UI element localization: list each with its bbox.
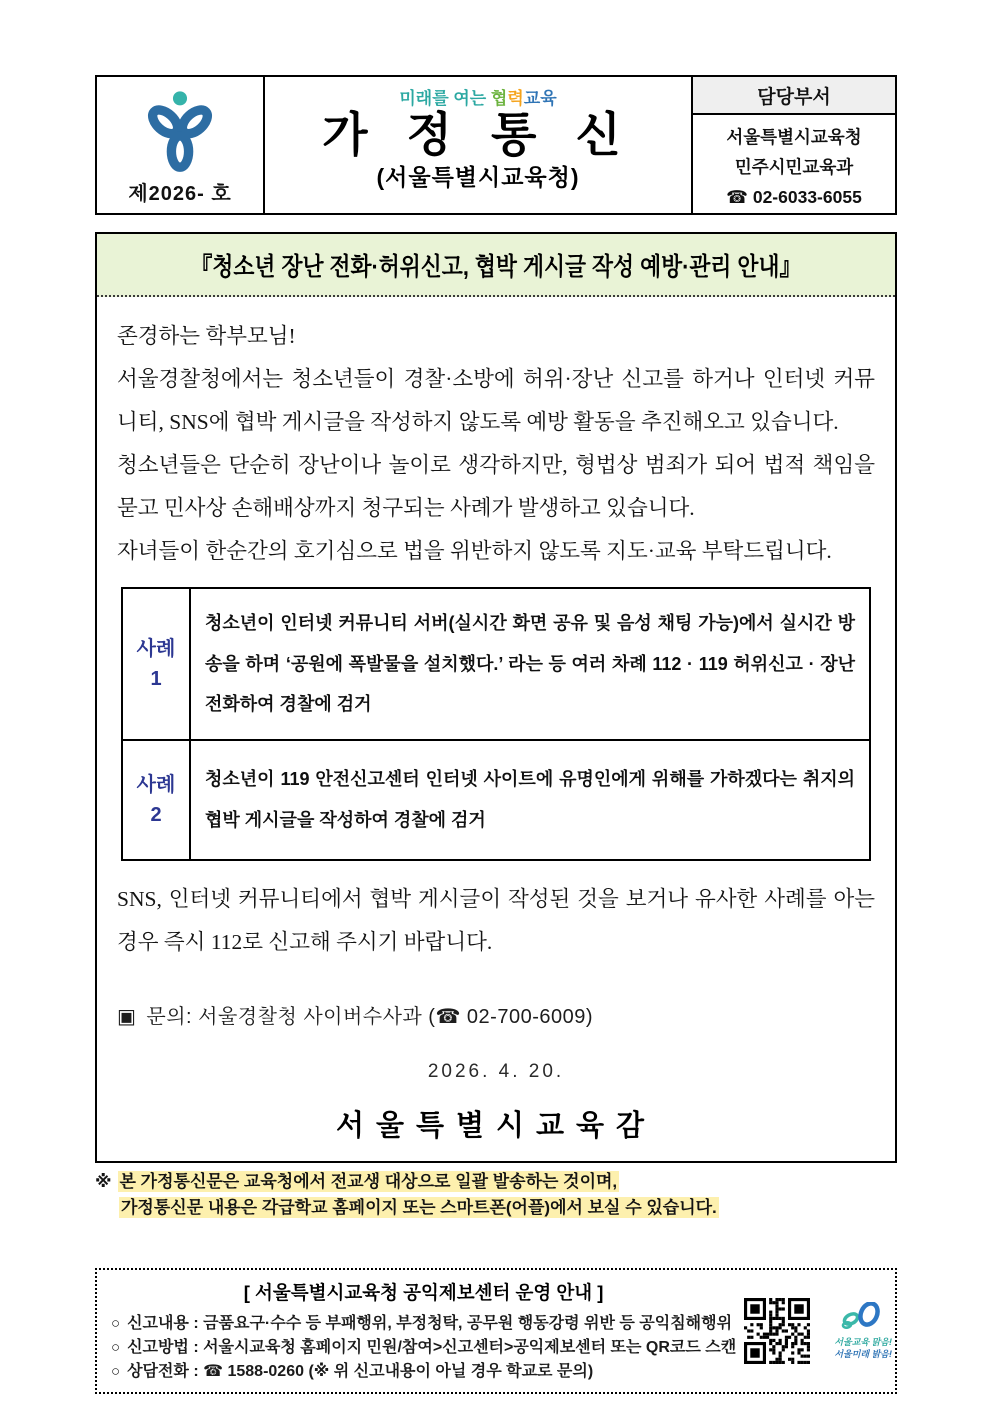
header <box>95 75 897 215</box>
footnote <box>95 1170 897 1220</box>
page-title: 가 정 통 신 <box>322 108 634 161</box>
page-subtitle: (서울특별시교육청) <box>376 163 580 190</box>
footnote-line2: 가정통신문 내용은 각급학교 홈페이지 또는 스마트폰(어플)에서 보실 수 있습니다. <box>121 1197 717 1217</box>
contact-text: 문의: 서울경찰청 사이버수사과 (☎ 02-700-6009) <box>146 1005 594 1028</box>
case-1-label-text: 사례 <box>136 637 176 660</box>
contact-line <box>117 1000 875 1029</box>
notice-title: 『청소년 장난 전화·허위신고, 협박 게시글 작성 예방·관리 안내』 <box>190 253 802 281</box>
case-2-label-text: 사례 <box>136 773 176 796</box>
case-2-number: 2 <box>150 803 162 826</box>
department-line1: 서울특별시교육청 <box>726 127 862 147</box>
case-row-1 <box>123 589 869 739</box>
qr-code-image <box>744 1298 810 1364</box>
content-box <box>95 232 897 1163</box>
case-2-text: 청소년이 119 안전신고센터 인터넷 사이트에 유명인에게 위해를 가하겠다는 취지의 협박 게시글을 작성하여 경찰에 검거 <box>205 769 855 830</box>
slogan-part3: 력 <box>507 89 524 108</box>
report-item-2: ○ 신고방법 : 서울시교육청 홈페이지 민원/참여>신고센터>공익제보센터 또는 QR코드 스캔 <box>111 1338 737 1356</box>
body-paragraph-1: 존경하는 학부모님! <box>117 324 296 348</box>
slogan-part4: 교육 <box>523 89 557 108</box>
butterfly-icon <box>837 1302 889 1332</box>
document-number: 제2026- 호 <box>128 183 232 205</box>
seoul-education-logo-icon <box>137 89 223 175</box>
date: 2026. 4. 20. <box>427 1060 565 1082</box>
department-line2: 민주시민교육과 <box>734 157 854 178</box>
body-paragraph-3: 청소년들은 단순히 장난이나 놀이로 생각하지만, 형법상 범죄가 되어 법적 책임을 묻고 민사상 손해배상까지 청구되는 사례가 발생하고 있습니다. <box>117 453 875 520</box>
qr-code-svg <box>744 1298 810 1364</box>
header-title-cell <box>265 77 691 213</box>
case-2-label <box>123 741 191 859</box>
report-item-1: ○ 신고내용 : 금품요구·수수 등 부패행위, 부정청탁, 공무원 행동강령 위반 등 공익침해행위 <box>111 1314 733 1332</box>
header-logo-cell <box>97 77 265 213</box>
case-1-number: 1 <box>150 667 162 690</box>
signature: 서울특별시교육감 <box>335 1109 657 1142</box>
case-1-text: 청소년이 인터넷 커뮤니티 서버(실시간 화면 공유 및 음성 채팅 가능)에서 실시간 방송을 하며 ‘공원에 폭발물을 설치했다.’ 라는 등 여러 차례 112 · 119 허위신고 · 장난 전화하여 경찰에 검거 <box>205 613 855 714</box>
slogan-part2: 협 <box>490 89 508 108</box>
report-center-box <box>95 1268 897 1394</box>
notice-title-banner <box>97 234 895 297</box>
department-phone: ☎ 02-6033-6055 <box>726 187 862 208</box>
closing-paragraph: SNS, 인터넷 커뮤니티에서 협박 게시글이 작성된 것을 보거나 유사한 사례를 아는 경우 즉시 112로 신고해 주시기 바랍니다. <box>117 886 875 954</box>
report-center-info <box>111 1279 744 1384</box>
circle-bullet-icon: ○ <box>111 1362 121 1380</box>
slogan <box>265 84 691 109</box>
slogan-part1: 미래를 여는 <box>399 89 491 108</box>
report-center-title: [ 서울특별시교육청 공익제보센터 운영 안내 ] <box>243 1281 604 1303</box>
report-item-3: ○ 상담전화 : ☎ 1588-0260 (※ 위 신고내용이 아닐 경우 학교로 문의) <box>111 1362 594 1380</box>
brand-slogan-text: 서울교육 맑음! 서울미래 밝음! <box>834 1336 892 1359</box>
circle-bullet-icon: ○ <box>111 1314 121 1332</box>
department-box-header: 담당부서 <box>693 77 895 115</box>
body-paragraph-2: 서울경찰청에서는 청소년들이 경찰·소방에 허위·장난 신고를 하거나 인터넷 커뮤니티, SNS에 협박 게시글을 작성하지 않도록 예방 활동을 추진해오고 있습니다. <box>117 367 875 434</box>
reference-mark-icon: ※ <box>95 1172 112 1191</box>
case-1-label <box>123 589 191 739</box>
department-box <box>691 77 895 213</box>
square-bullet-icon: ▣ <box>117 1005 137 1028</box>
circle-bullet-icon: ○ <box>111 1338 121 1356</box>
case-table <box>121 587 871 861</box>
body-paragraph-4: 자녀들이 한순간의 호기심으로 법을 위반하지 않도록 지도·교육 부탁드립니다. <box>117 539 832 563</box>
footnote-line1: ※ 본 가정통신문은 교육청에서 전교생 대상으로 일괄 발송하는 것이며, <box>95 1172 618 1191</box>
case-row-2 <box>123 739 869 859</box>
body-text <box>97 297 895 573</box>
report-center-graphics <box>744 1298 904 1364</box>
seoul-education-brand-logo <box>826 1302 900 1360</box>
department-info <box>693 115 895 213</box>
